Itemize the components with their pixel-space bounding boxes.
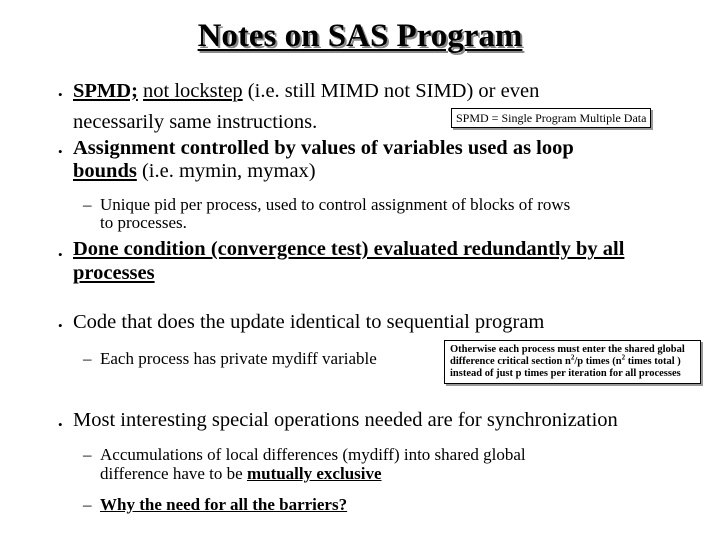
bullet-icon: • [58,318,63,333]
dash-icon: – [83,495,92,514]
bounds-example: (i.e. mymin, mymax) [136,160,316,182]
slide-title: Notes on SAS Program [197,18,523,54]
bullet-assignment-line1: Assignment controlled by values of variables used as loop [73,137,574,159]
spmd-definition-box: SPMD = Single Program Multiple Data [451,108,651,128]
not-lockstep-term: not lockstep [143,80,243,102]
bullet-icon: • [58,87,63,102]
sub-pid-line2: to processes. [100,213,187,232]
accumulation-text: difference have to be [100,464,247,483]
bullet-done-line1: Done condition (convergence test) evaluated redundantly by all [73,238,625,260]
critical-section-note [444,340,701,384]
sub-pid-line1: Unique pid per process, used to control assignment of blocks of rows [100,195,571,214]
spmd-term: SPMD; [73,80,138,102]
spmd-description: (i.e. still MIMD not SIMD) or even [242,80,540,102]
note-sup-1: 2 [570,353,575,362]
note-text-2: /p times (n [574,356,622,367]
dash-icon: – [83,445,92,464]
bullet-code-same: Code that does the update identical to sequential program [73,311,545,333]
bullet-icon: • [58,417,63,432]
sub-mydiff: Each process has private mydiff variable [100,349,377,368]
bullet-icon: • [58,247,63,262]
mutually-exclusive-term: mutually exclusive [246,464,382,483]
dash-icon: – [83,349,92,368]
bullet-done-line2: processes [73,262,155,284]
note-sup-2: 2 [621,353,626,362]
note-text-1: Otherwise each process must enter the shared global difference critical section n [450,344,685,367]
bounds-term: bounds [73,160,137,182]
note-text-3: times total ) instead of just p times per iteration for all processes [450,356,681,379]
sub-barriers-question: Why the need for all the barriers? [100,495,348,514]
sub-accumulation-line1: Accumulations of local differences (mydiff) into shared global [100,445,526,464]
bullet-spmd-line2: necessarily same instructions. [73,111,318,133]
bullet-synchronization: Most interesting special operations needed are for synchronization [73,409,618,431]
sub-accumulation-line2 [100,465,382,482]
dash-icon: – [83,195,92,214]
bullet-spmd-line1 [73,79,539,103]
bullet-icon: • [58,144,63,159]
bullet-assignment-line2 [73,159,316,183]
